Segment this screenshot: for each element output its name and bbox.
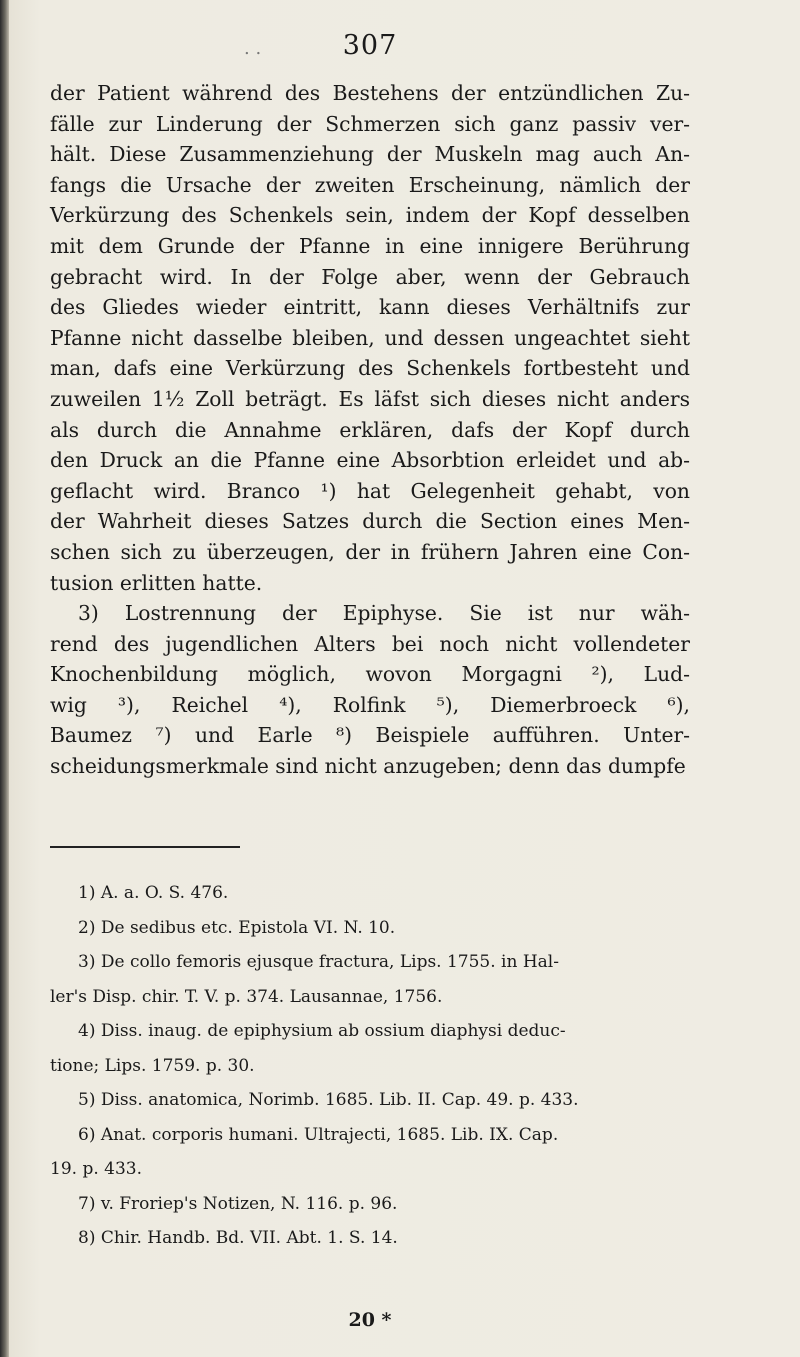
text-line: des Gliedes wieder eintritt, kann dieses Verhältnifs zur: [50, 295, 690, 320]
text-line: den Druck an die Pfanne eine Absorbtion erleidet und ab-: [50, 448, 690, 473]
text-line: zuweilen 1½ Zoll beträgt. Es läfst sich dieses nicht anders: [50, 386, 690, 411]
footnote-divider: [50, 846, 240, 848]
footnote-continuation: tione; Lips. 1759. p. 30.: [50, 1055, 255, 1076]
footnote: 3) De collo femoris ejusque fractura, Lips. 1755. in Hal-: [78, 952, 559, 972]
signature-mark: 20 *: [348, 1309, 392, 1331]
text-line: als durch die Annahme erklären, dafs der Kopf durch: [50, 417, 690, 442]
text-line: geflacht wird. Branco ¹) hat Gelegenheit gehabt, von: [50, 478, 690, 503]
text-line: Baumez ⁷) und Earle ⁸) Beispiele aufführen. Unter-: [50, 723, 690, 748]
footnote: 8) Chir. Handb. Bd. VII. Abt. 1. S. 14.: [78, 1228, 398, 1248]
body-text: [50, 78, 690, 782]
binding-edge: [0, 0, 9, 1357]
header-dots: . .: [244, 38, 262, 59]
text-line: fälle zur Linderung der Schmerzen sich ganz passiv ver-: [50, 111, 690, 136]
footnote: 2) De sedibus etc. Epistola VI. N. 10.: [78, 917, 396, 938]
text-line: hält. Diese Zusammenziehung der Muskeln mag auch An-: [50, 142, 690, 167]
text-line: rend des jugendlichen Alters bei noch nicht vollendeter: [50, 631, 690, 656]
text-line: mit dem Grunde der Pfanne in eine innigere Berührung: [50, 233, 690, 258]
page-number: 307: [342, 30, 398, 61]
text-line: fangs die Ursache der zweiten Erscheinung, nämlich der: [50, 172, 690, 197]
footnotes: [50, 876, 690, 1256]
footnote: 4) Diss. inaug. de epiphysium ab ossium diaphysi deduc-: [78, 1021, 566, 1041]
footnote: 7) v. Froriep's Notizen, N. 116. p. 96.: [78, 1193, 398, 1214]
footnote: 5) Diss. anatomica, Norimb. 1685. Lib. II. Cap. 49. p. 433.: [78, 1090, 579, 1110]
text-line: schen sich zu überzeugen, der in frühern Jahren eine Con-: [50, 539, 690, 564]
text-line: man, dafs eine Verkürzung des Schenkels fortbesteht und: [50, 356, 690, 381]
text-line: der Patient während des Bestehens der entzündlichen Zu-: [50, 81, 690, 105]
text-line: wig ³), Reichel ⁴), Rolfink ⁵), Diemerbroeck ⁶),: [50, 692, 690, 717]
text-line: tusion erlitten hatte.: [50, 570, 263, 595]
text-line: der Wahrheit dieses Satzes durch die Section eines Men-: [50, 509, 690, 534]
footnote-continuation: 19. p. 433.: [50, 1159, 142, 1179]
text-line: gebracht wird. In der Folge aber, wenn der Gebrauch: [50, 264, 690, 289]
footnote: 1) A. a. O. S. 476.: [78, 883, 229, 903]
section-heading-line: 3) Lostrennung der Epiphyse. Sie ist nur wäh-: [78, 601, 690, 626]
footnote-continuation: ler's Disp. chir. T. V. p. 374. Lausannae, 1756.: [50, 986, 443, 1007]
footnote: 6) Anat. corporis humani. Ultrajecti, 1685. Lib. IX. Cap.: [78, 1124, 559, 1145]
text-line: Pfanne nicht dasselbe bleiben, und dessen ungeachtet sieht: [50, 325, 690, 350]
text-line: Verkürzung des Schenkels sein, indem der Kopf desselben: [50, 203, 690, 228]
text-line: Knochenbildung möglich, wovon Morgagni ²), Lud-: [50, 662, 690, 687]
text-line: scheidungsmerkmale sind nicht anzugeben; denn das dumpfe: [50, 754, 686, 779]
